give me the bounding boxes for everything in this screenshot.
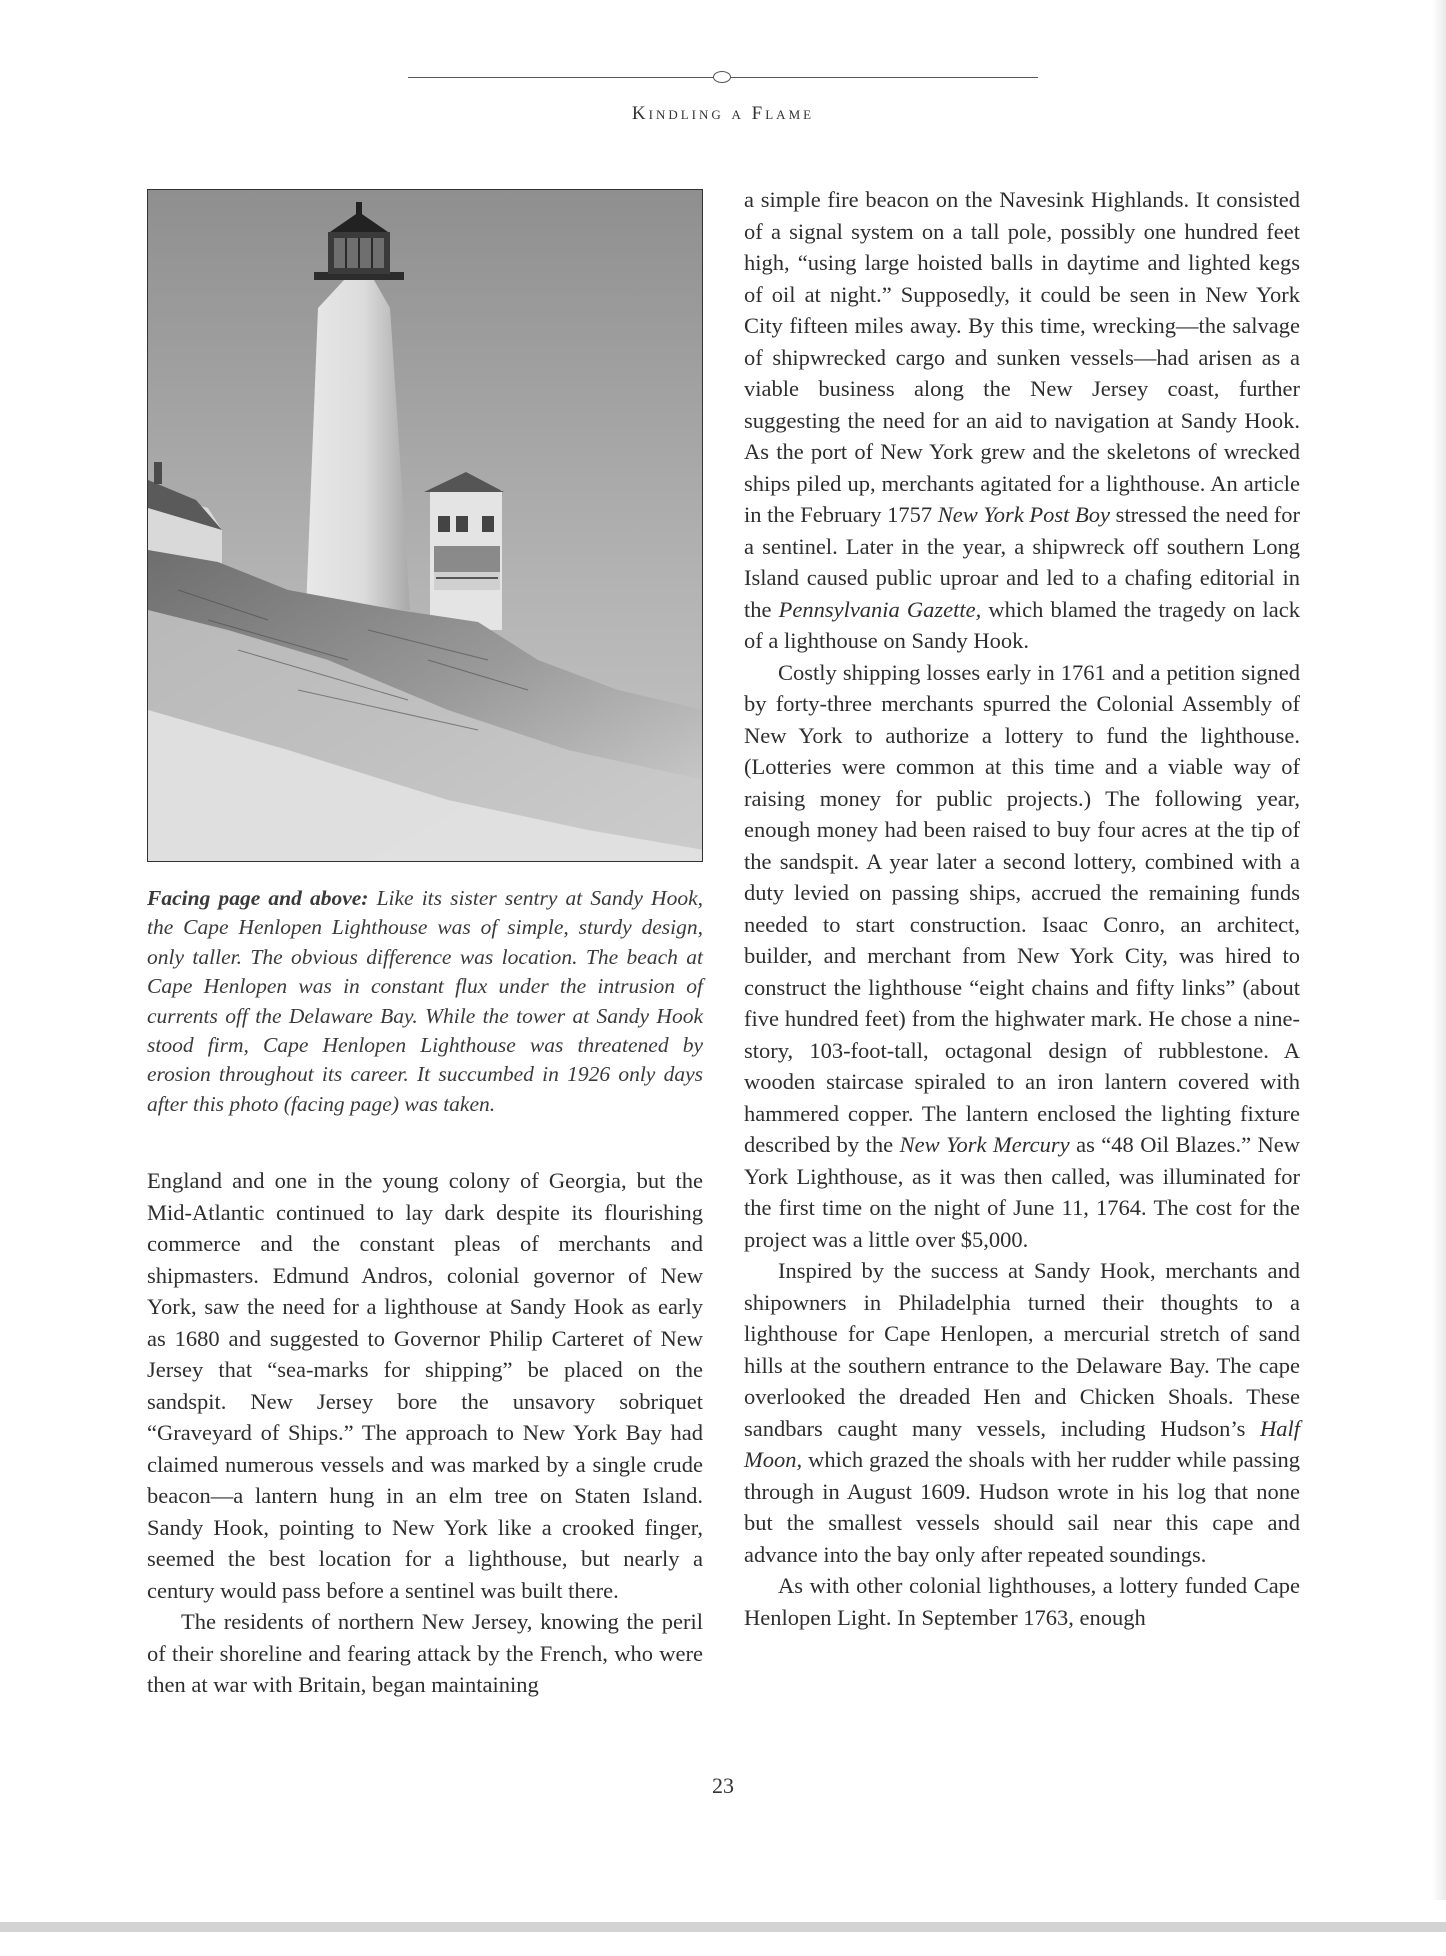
right-paragraph-1 [744,184,1300,657]
text-run: a simple fire beacon on the Navesink Highlands. It consisted of a signal system on a tall pole, possibly one hundred feet high, “using large hoisted balls in daytime and lighted kegs of oil at night.” Supposedly, it could be seen in New York City fifteen miles away. By this time, wrecking—the salvage of shipwrecked cargo and sunken vessels—had arisen as a viable business along the New Jersey coast, further suggesting the need for an aid to navigation at Sandy Hook. As the port of New York grew and the skeletons of wrecked ships piled up, merchants agitated for a lighthouse. An article in the February 1757 [744,187,1300,527]
publication-title: Pennsylvania Gazette, [778,596,982,622]
left-paragraph-2: The residents of northern New Jersey, knowing the peril of their shoreline and fearing attack by the French, who were then at war with Britain, began maintaining [147,1609,703,1697]
header-ornament-icon [713,71,731,83]
figure-caption [147,884,703,1119]
page-edge-shadow [1432,0,1446,1900]
right-paragraph-3 [744,1255,1300,1570]
left-text-column [147,1165,703,1701]
lighthouse-photo [147,189,703,862]
ship-name: Half Moon, [744,1415,1300,1472]
lighthouse-photo-icon [148,190,703,862]
left-paragraph-1: England and one in the young colony of Georgia, but the Mid-Atlantic continued to lay dark despite its flourishing commerce and the constant pleas of merchants and shipmasters. Edmund Andros, colonial governor of New York, saw the need for a lighthouse at Sandy Hook as early as 1680 and suggested to Governor Philip Carteret of New Jersey that “sea-marks for shipping” be placed on the sandspit. New Jersey bore the unsavory sobriquet “Graveyard of Ships.” The approach to New York Bay had claimed numerous vessels and was marked by a single crude beacon—a lantern hung in an elm tree on Staten Island. Sandy Hook, pointing to New York like a crooked finger, seemed the best location for a lighthouse, but nearly a century would pass before a sentinel was built there. [147,1168,703,1603]
text-run: which grazed the shoals with her rudder while passing through in August 1609. Hudson wrote in his log that none but the smallest vessels should sail near this cape and advance into the bay only after repeated soundings. [744,1447,1300,1567]
right-paragraph-2 [744,657,1300,1256]
caption-text: Like its sister sentry at Sandy Hook, the Cape Henlopen Lighthouse was of simple, sturdy design, only taller. The obvious difference was location. The beach at Cape Henlopen was in constant flux under the intrusion of currents off the Delaware Bay. While the tower at Sandy Hook stood firm, Cape Henlopen Lighthouse was threatened by erosion throughout its career. It succumbed in 1926 only days after this photo (facing page) was taken. [147,886,703,1116]
viewer-bottom-bar [0,1922,1446,1932]
right-paragraph-4: As with other colonial lighthouses, a lottery funded Cape Henlopen Light. In September 1763, enough [744,1573,1300,1630]
text-run: as “48 Oil Blazes.” New York Lighthouse, as it was then called, was illuminated for the first time on the night of June 11, 1764. The cost for the project was a little over $5,000. [744,1132,1301,1252]
text-run: stressed the need for a sentinel. Later in the year, a shipwreck off southern Long Island caused public uproar and led to a chafing editorial in the [744,502,1300,622]
caption-lead: Facing page and above: [147,886,369,910]
right-text-column [744,184,1300,1633]
running-head: Kindling a Flame [631,103,815,124]
publication-title: New York Mercury [899,1132,1070,1157]
publication-title: New York Post Boy [937,502,1111,527]
text-run: Costly shipping losses early in 1761 and a petition signed by forty-three merchants spurred the Colonial Assembly of New York to authorize a lottery to fund the lighthouse. (Lotteries were common at this time and a viable way of raising money for public projects.) The following year, enough money had been raised to buy four acres at the tip of the sandspit. A year later a second lottery, combined with a duty levied on passing ships, accrued the remaining funds needed to start construction. Isaac Conro, an architect, builder, and merchant from New York City, was hired to construct the lighthouse “eight chains and fifty links” (about five hundred feet) from the highwater mark. He chose a nine-story, 103-foot-tall, octagonal design of rubblestone. A wooden staircase spiraled to an iron lantern covered with hammered copper. The lantern enclosed the lighting fixture described by the [744,659,1300,1157]
text-run: which blamed the tragedy on lack of a lighthouse on Sandy Hook. [744,596,1300,653]
page-number: 23 [712,1773,734,1798]
text-run: Inspired by the success at Sandy Hook, merchants and shipowners in Philadelphia turned their thoughts to a lighthouse for Cape Henlopen, a mercurial stretch of sand hills at the southern entrance to the Delaware Bay. The cape overlooked the dreaded Hen and Chicken Shoals. These sandbars caught many vessels, including Hudson’s [744,1258,1300,1441]
